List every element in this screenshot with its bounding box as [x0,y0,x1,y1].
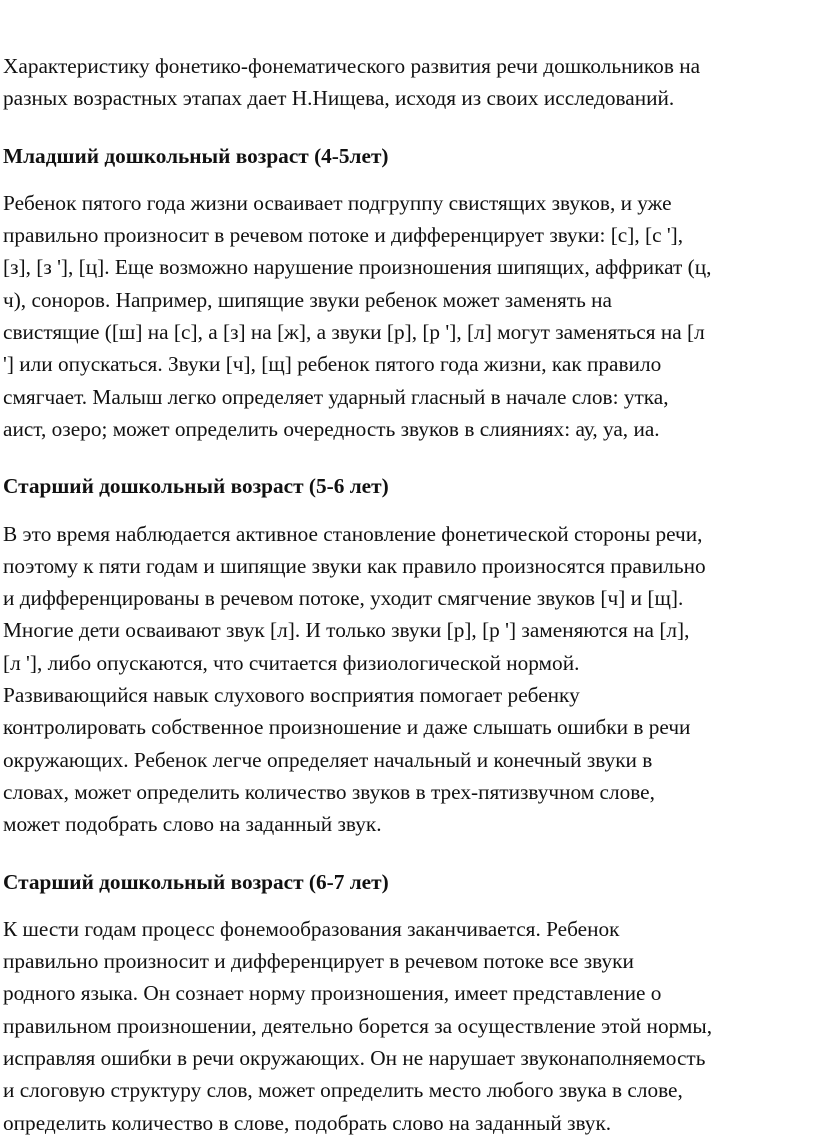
intro-paragraph: Характеристику фонетико-фонематического развития речи дошкольников на разных возрастных этапах дает Н.Нищева, исходя из своих исследований. [3,54,701,111]
spacer [0,445,816,470]
section-text-5-6: В это время наблюдается активное становление фонетической стороны речи, поэтому к пяти годам и шипящие звуки как правило произносятся правильно и дифференцированы в речевом потоке, уходит смягчение звуков [ч] и [щ]. Многие дети осваивают звук [л]. И только звуки [р], [р '] заменяются на [л], [л '], либо опускаются, что считается физиологической нормой. Развивающийся навык слухового восприятия помогает ребенку контролировать собственное произношение и даже слышать ошибки в речи окружающих. Ребенок легче определяет начальный и конечный звуки в словах, может определить количество звуков в трех-пятизвучном слове, может подобрать слово на заданный звук. [3,521,706,837]
spacer [0,172,816,187]
spacer [0,115,816,140]
section-text-4-5: Ребенок пятого года жизни осваивает подгруппу свистящих звуков, и уже правильно произносит в речевом потоке и дифференцирует звуки: [с], [с '], [з], [з '], [ц]. Еще возможно нарушение произношения шипящих, аффрикат (ц, ч), соноров. Например, шипящие звуки ребенок может заменять на свистящие ([ш] на [с], а [з] на [ж], а звуки [р], [р '], [л] могут заменяться на [л '] или опускаться. Звуки [ч], [щ] ребенок пятого года жизни, как правило смягчает. Малыш легко определяет ударный гласный в начале слов: утка, аист, озеро; может определить очередность звуков в слияниях: ау, уа, иа. [3,190,712,441]
section-heading-6-7: Старший дошкольный возраст (6-7 лет) [3,869,389,894]
spacer [0,898,816,913]
spacer [0,503,816,518]
section-heading-4-5: Младший дошкольный возраст (4-5лет) [3,143,389,168]
section-heading-5-6: Старший дошкольный возраст (5-6 лет) [3,474,389,499]
section-text-6-7: К шести годам процесс фонемообразования заканчивается. Ребенок правильно произносит и дифференцирует в речевом потоке все звуки родного языка. Он сознает норму произношения, имеет представление о правильном произношении, деятельно борется за осуществление этой нормы, исправляя ошибки в речи окружающих. Он не нарушает звуконаполняемость и слоговую структуру слов, может определить место любого звука в слове, определить количество в слове, подобрать слово на заданный звук. [3,916,713,1135]
spacer [0,841,816,866]
